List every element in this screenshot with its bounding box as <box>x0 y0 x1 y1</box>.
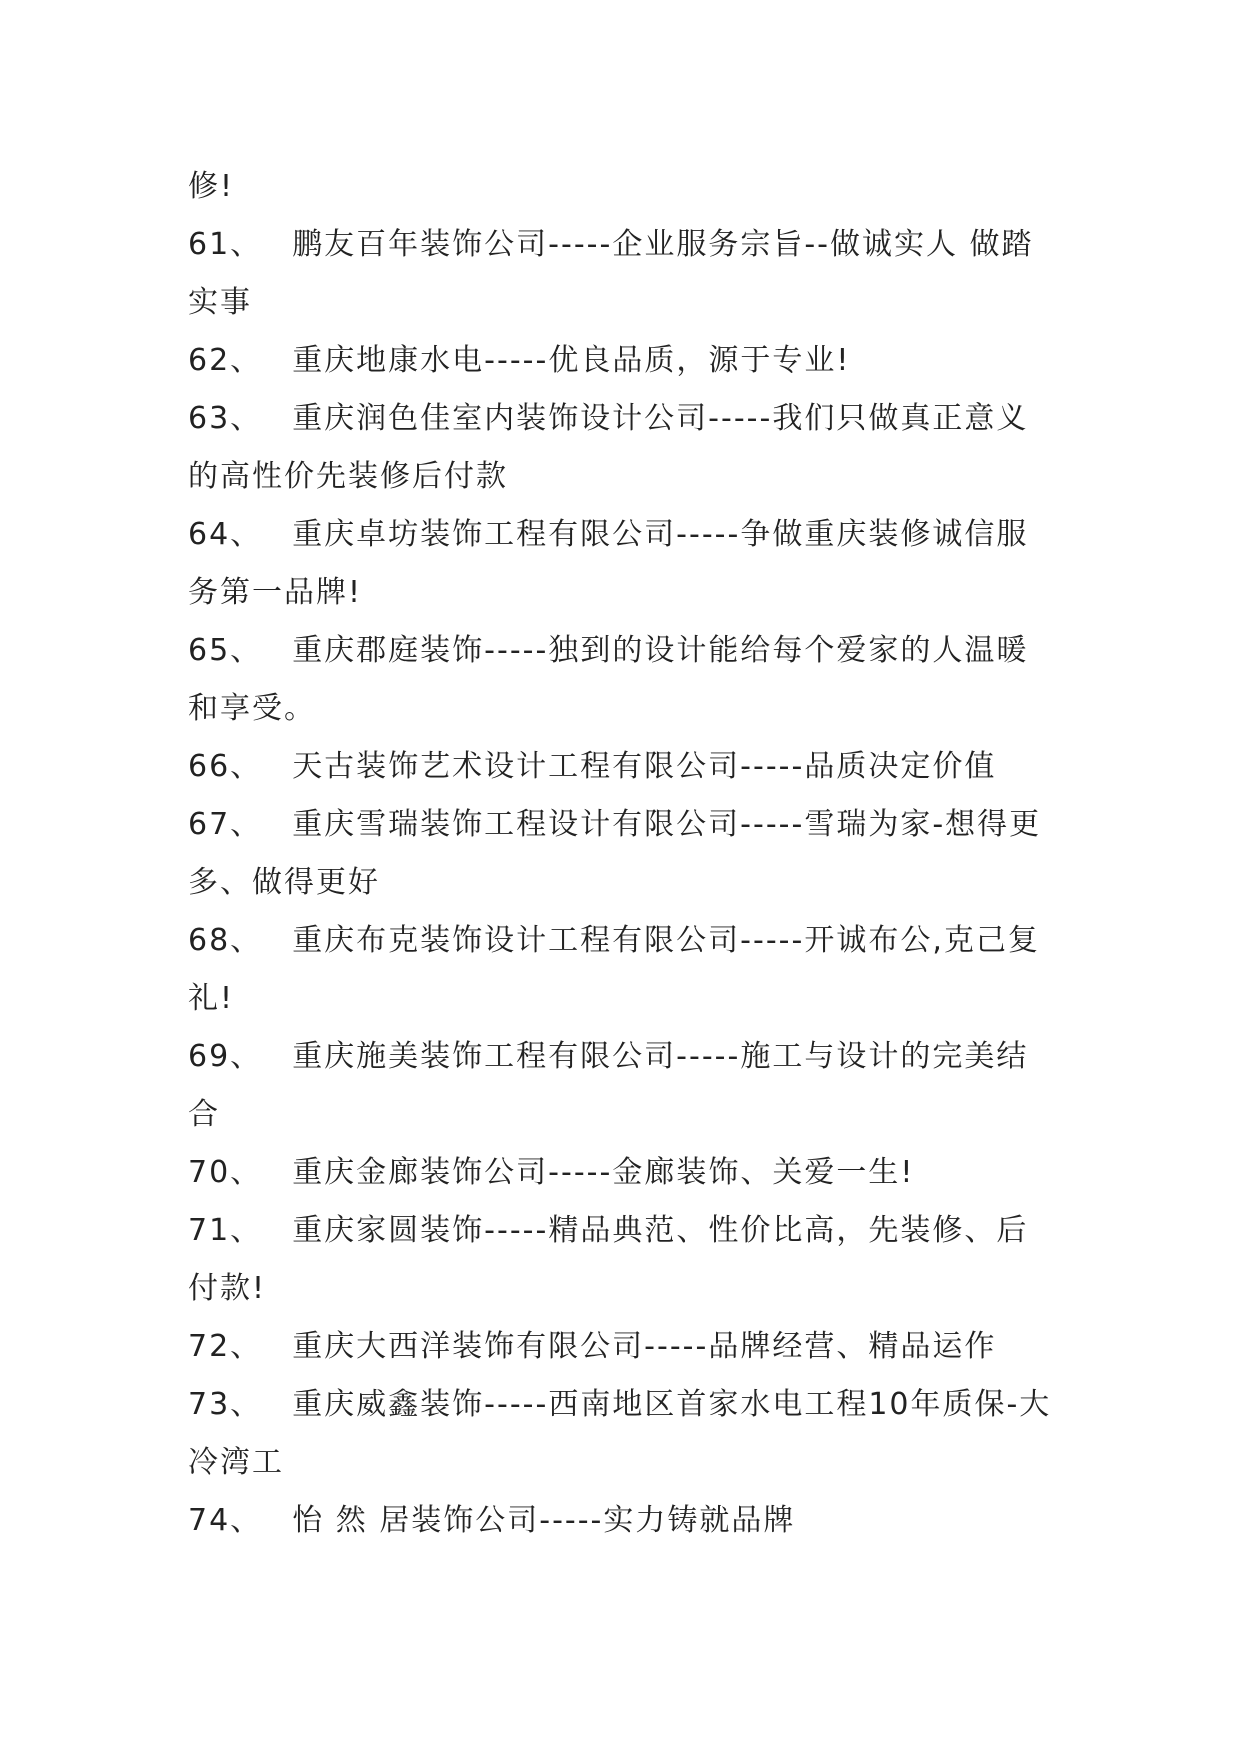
list-item <box>188 1202 1058 1318</box>
item-text: 重庆金廊装饰公司-----金廊装饰、关爱一生! <box>292 1155 915 1190</box>
item-number: 64、 <box>188 517 263 552</box>
item-text: 鹏友百年装饰公司-----企业服务宗旨--做诚实人 做踏实事 <box>188 227 1034 320</box>
item-number: 61、 <box>188 227 263 262</box>
item-text: 重庆大西洋装饰有限公司-----品牌经营、精品运作 <box>292 1329 997 1364</box>
item-number: 69、 <box>188 1039 263 1074</box>
item-text: 重庆卓坊装饰工程有限公司-----争做重庆装修诚信服务第一品牌! <box>188 517 1029 610</box>
item-number: 70、 <box>188 1155 263 1190</box>
item-text: 重庆郡庭装饰-----独到的设计能给每个爱家的人温暖和享受。 <box>188 633 1029 726</box>
document-body <box>188 158 1058 1550</box>
continuation-text: 修! <box>188 169 235 204</box>
item-text: 重庆家圆装饰-----精品典范、性价比高，先装修、后付款! <box>188 1213 1029 1306</box>
list-item <box>188 1028 1058 1144</box>
item-text: 重庆布克装饰设计工程有限公司-----开诚布公,克己复礼! <box>188 923 1040 1016</box>
item-number: 73、 <box>188 1387 263 1422</box>
item-text: 天古装饰艺术设计工程有限公司-----品质决定价值 <box>292 749 997 784</box>
list-item <box>188 622 1058 738</box>
list-item <box>188 216 1058 332</box>
list-item <box>188 1144 1058 1202</box>
item-text: 重庆雪瑞装饰工程设计有限公司-----雪瑞为家-想得更多、做得更好 <box>188 807 1042 900</box>
item-number: 71、 <box>188 1213 263 1248</box>
slogan-list <box>188 216 1058 1550</box>
list-item <box>188 1492 1058 1550</box>
item-number: 65、 <box>188 633 263 668</box>
list-item <box>188 332 1058 390</box>
item-number: 68、 <box>188 923 263 958</box>
list-item <box>188 738 1058 796</box>
list-item <box>188 390 1058 506</box>
item-text: 怡 然 居装饰公司-----实力铸就品牌 <box>292 1503 796 1538</box>
item-text: 重庆润色佳室内装饰设计公司-----我们只做真正意义的高性价先装修后付款 <box>188 401 1029 494</box>
item-number: 63、 <box>188 401 263 436</box>
list-item <box>188 912 1058 1028</box>
item-number: 62、 <box>188 343 263 378</box>
item-text: 重庆施美装饰工程有限公司-----施工与设计的完美结合 <box>188 1039 1029 1132</box>
list-item <box>188 1318 1058 1376</box>
item-number: 67、 <box>188 807 263 842</box>
item-number: 66、 <box>188 749 263 784</box>
list-item <box>188 1376 1058 1492</box>
item-text: 重庆地康水电-----优良品质，源于专业! <box>292 343 851 378</box>
item-number: 72、 <box>188 1329 263 1364</box>
item-text: 重庆威鑫装饰-----西南地区首家水电工程10年质保-大冷湾工 <box>188 1387 1052 1480</box>
item-number: 74、 <box>188 1503 263 1538</box>
list-item <box>188 506 1058 622</box>
list-item <box>188 796 1058 912</box>
